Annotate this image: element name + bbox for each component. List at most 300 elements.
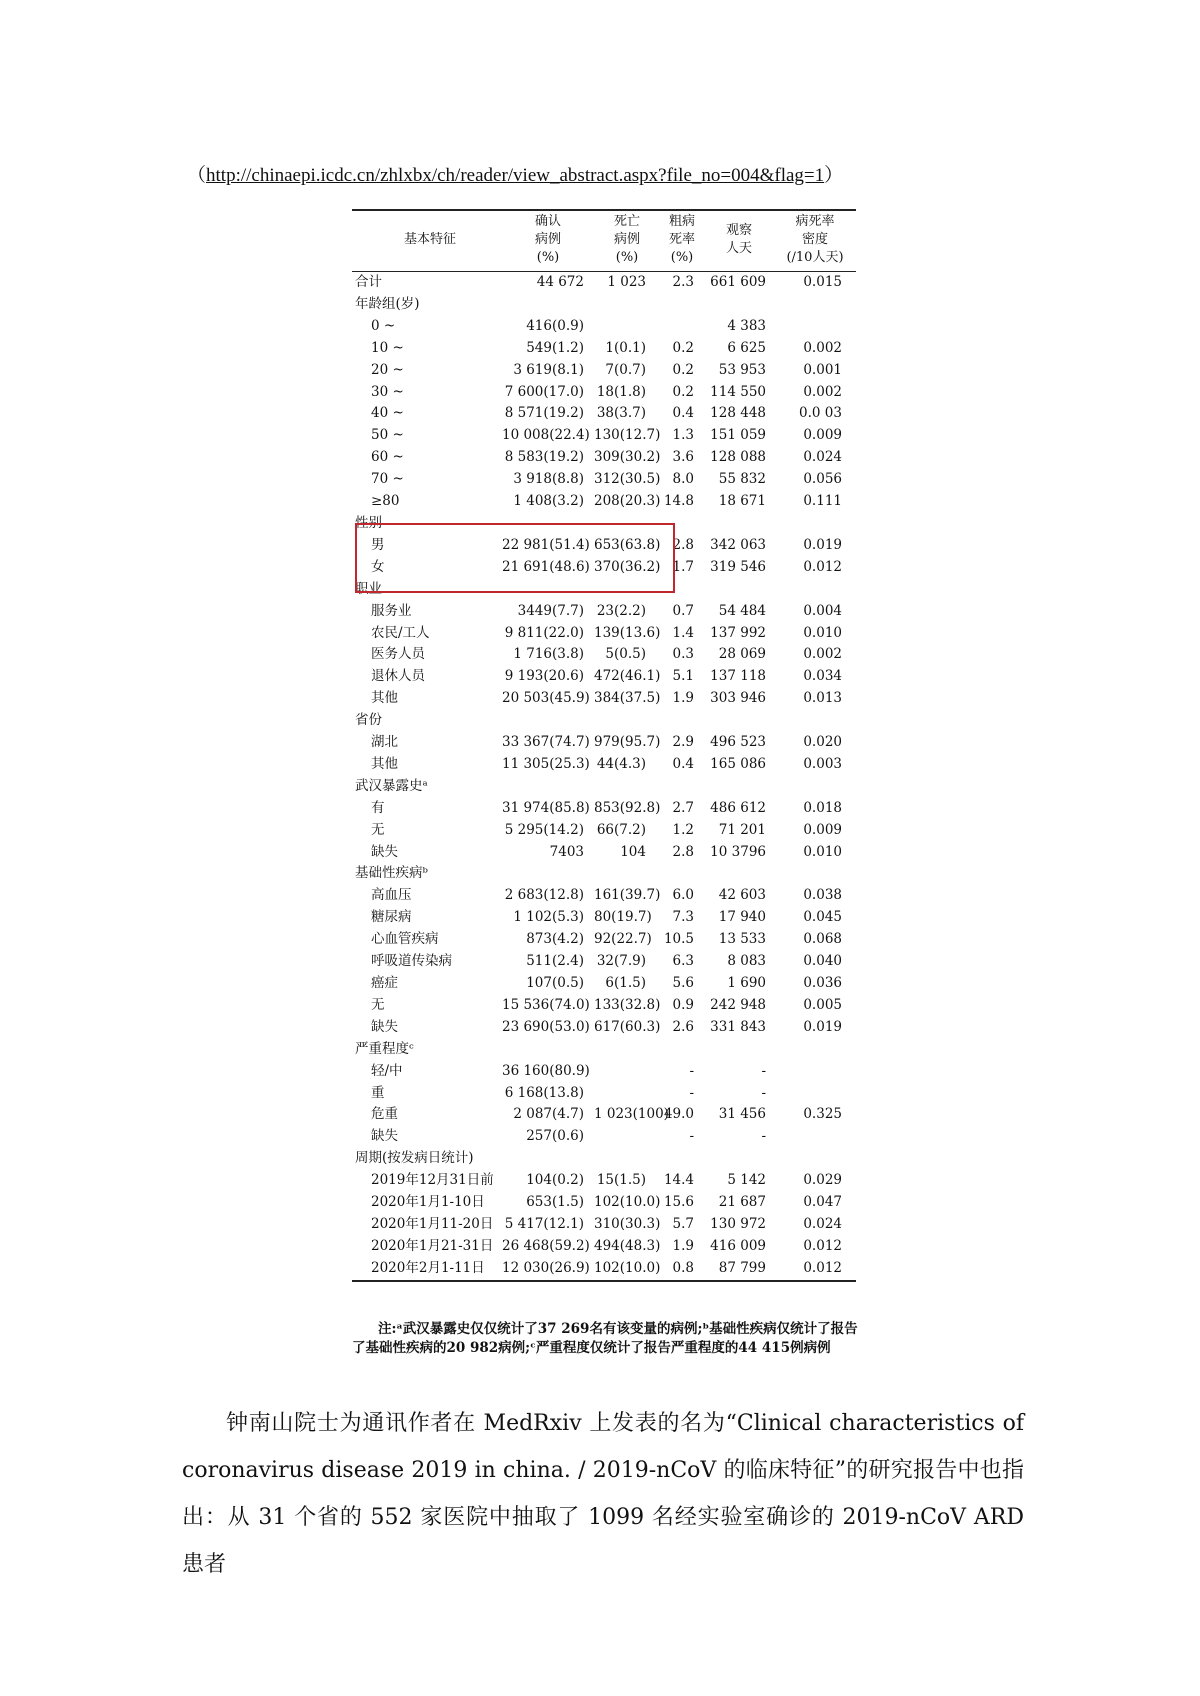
table-row (352, 1017, 856, 1039)
cell-density: 0.012 (803, 1237, 842, 1254)
cell-density (774, 1061, 856, 1083)
cell-confirmed: 7 600(17.0) (504, 383, 584, 400)
statistics-table (352, 209, 856, 1282)
cell-density: 0.009 (803, 427, 842, 444)
row-label: 危重 (371, 1106, 398, 1123)
row-label: 退休人员 (371, 668, 425, 685)
cell-deaths (594, 294, 660, 316)
cell-days (704, 1148, 774, 1170)
header-density: 病死率 密度 (/10人天) (774, 210, 856, 272)
table-row (352, 601, 856, 623)
cell-confirmed (502, 294, 594, 316)
cell-crude: - (689, 1084, 694, 1101)
cell-density (774, 579, 856, 601)
cell-confirmed: 36 160(80.9) (502, 1062, 590, 1079)
cell-deaths: 92(22.7) (594, 931, 652, 948)
row-label: 缺失 (371, 1018, 398, 1035)
cell-deaths: 384(37.5) (594, 690, 661, 707)
table-row (352, 688, 856, 710)
cell-days: 130 972 (710, 1215, 766, 1232)
cell-crude: 2.3 (672, 274, 694, 290)
cell-confirmed: 26 468(59.2) (502, 1237, 590, 1254)
cell-density: 0.056 (803, 471, 842, 488)
cell-days (704, 579, 774, 601)
table-row (352, 951, 856, 973)
cell-days: 342 063 (710, 536, 766, 553)
cell-confirmed: 3449(7.7) (517, 602, 584, 619)
cell-days: - (761, 1084, 766, 1101)
cell-crude: 0.7 (672, 602, 694, 619)
cell-crude: 8.0 (672, 471, 694, 488)
cell-confirmed (502, 710, 594, 732)
cell-days: 416 009 (710, 1237, 766, 1254)
cell-confirmed: 257(0.6) (526, 1128, 584, 1145)
table-row (352, 995, 856, 1017)
cell-density (774, 710, 856, 732)
row-label: 0 ~ (371, 317, 396, 334)
cell-confirmed: 20 503(45.9) (502, 690, 590, 707)
cell-density: 0.003 (803, 755, 842, 772)
cell-crude (660, 294, 704, 316)
cell-days: 331 843 (710, 1018, 766, 1035)
cell-density: 0.001 (803, 361, 842, 378)
row-label: 30 ~ (371, 383, 404, 400)
cell-crude: - (689, 1128, 694, 1145)
cell-days: 13 533 (718, 931, 766, 948)
cell-confirmed: 1 408(3.2) (513, 493, 584, 510)
cell-deaths (594, 1126, 660, 1148)
cell-density: 0.036 (803, 975, 842, 991)
cell-days: 114 550 (710, 383, 766, 400)
cell-density: 0.0 03 (799, 405, 842, 422)
row-label: 其他 (371, 690, 398, 707)
cell-days: 31 456 (718, 1106, 766, 1123)
cell-density: 0.018 (803, 799, 842, 816)
cell-days (704, 710, 774, 732)
cell-deaths: 312(30.5) (594, 471, 661, 488)
cell-days: 55 832 (718, 471, 766, 488)
cell-crude: 0.2 (672, 361, 694, 378)
cell-density: 0.111 (803, 493, 842, 510)
cell-density (774, 1126, 856, 1148)
cell-crude: 5.1 (672, 668, 694, 685)
cell-deaths: 370(36.2) (594, 558, 661, 575)
cell-days: 5 142 (727, 1172, 766, 1189)
cell-days: 319 546 (710, 558, 766, 575)
row-label: 2020年2月1-11日 (352, 1258, 502, 1281)
header-observed-days: 观察 人天 (704, 210, 774, 272)
cell-density: 0.068 (803, 931, 842, 948)
table-row (352, 732, 856, 754)
cell-crude (660, 710, 704, 732)
cell-deaths (594, 1039, 660, 1061)
cell-crude: 1.3 (672, 427, 694, 444)
cell-deaths (594, 1148, 660, 1170)
cell-days: 151 059 (710, 427, 766, 444)
table-group-row (352, 294, 856, 316)
table-header-row (352, 210, 856, 272)
cell-deaths: 5(0.5) (605, 646, 646, 663)
cell-crude: 3.6 (672, 449, 694, 466)
table-row (352, 382, 856, 404)
cell-crude (660, 1148, 704, 1170)
cell-deaths (594, 1061, 660, 1083)
table-row (352, 403, 856, 425)
row-label: 20 ~ (371, 361, 404, 378)
cell-deaths: 494(48.3) (594, 1237, 661, 1254)
row-label: 10 ~ (371, 339, 404, 356)
cell-deaths: 66(7.2) (596, 821, 646, 838)
cell-crude: 7.3 (672, 909, 694, 926)
cell-deaths: 130(12.7) (594, 427, 661, 444)
row-label: 缺失 (371, 1128, 398, 1145)
cell-days (704, 863, 774, 885)
cell-confirmed: 3 619(8.1) (513, 361, 584, 378)
table-total-row (352, 272, 856, 294)
cell-density (774, 863, 856, 885)
source-url-link[interactable]: http://chinaepi.icdc.cn/zhlxbx/ch/reader/view_abstract.aspx?file_no=004&flag=1 (206, 165, 825, 186)
row-label: 2020年1月1-10日 (371, 1194, 485, 1211)
header-crude-rate: 粗病 死率 (%) (660, 210, 704, 272)
cell-density (774, 513, 856, 535)
cell-deaths: 1 023(100) (594, 1106, 669, 1123)
cell-density: 0.010 (803, 843, 842, 860)
row-label: 重 (371, 1084, 385, 1101)
cell-density: 0.013 (803, 690, 842, 707)
cell-confirmed: 1 716(3.8) (513, 646, 584, 663)
table-row (352, 425, 856, 447)
table-row (352, 754, 856, 776)
source-url-line (187, 160, 843, 187)
row-label: 轻/中 (371, 1062, 403, 1079)
cell-deaths: 1 023 (607, 274, 646, 290)
cell-density (774, 1083, 856, 1105)
cell-confirmed: 12 030(26.9) (502, 1258, 594, 1281)
cell-confirmed: 511(2.4) (526, 953, 584, 970)
row-label: 其他 (371, 755, 398, 772)
cell-deaths: 617(60.3) (594, 1018, 661, 1035)
cell-crude: 1.2 (672, 821, 694, 838)
table-row (352, 491, 856, 513)
cell-deaths: 38(3.7) (596, 405, 646, 422)
cell-days: 128 448 (710, 405, 766, 422)
open-paren: （ (187, 165, 207, 186)
cell-confirmed: 873(4.2) (526, 931, 584, 948)
cell-crude: 0.8 (660, 1258, 704, 1281)
row-label: 60 ~ (371, 449, 404, 466)
cell-crude: 2.7 (672, 799, 694, 816)
cell-density: 0.029 (803, 1172, 842, 1189)
table-row (352, 885, 856, 907)
cell-deaths (594, 710, 660, 732)
cell-crude: 49.0 (663, 1106, 694, 1123)
cell-deaths: 18(1.8) (596, 383, 646, 400)
cell-deaths: 6(1.5) (605, 975, 646, 991)
cell-deaths: 309(30.2) (594, 449, 661, 466)
row-label: 2019年12月31日前 (371, 1172, 494, 1189)
cell-density: 0.019 (803, 536, 842, 553)
cell-crude: 1.4 (672, 624, 694, 641)
cell-confirmed (502, 776, 594, 798)
cell-density: 0.047 (803, 1194, 842, 1211)
cell-crude: 14.4 (663, 1172, 694, 1189)
cell-deaths: 102(10.0) (594, 1258, 660, 1281)
table-row (352, 1258, 856, 1281)
table-group-row (352, 1039, 856, 1061)
cell-deaths: 104 (620, 843, 646, 860)
cell-confirmed (502, 1148, 594, 1170)
row-label: 女 (371, 558, 385, 575)
table-row (352, 469, 856, 491)
row-label: 性别 (355, 514, 382, 531)
row-label: 高血压 (371, 887, 412, 904)
cell-crude: 0.2 (672, 383, 694, 400)
cell-deaths: 7(0.7) (605, 361, 646, 378)
cell-days: 8 083 (727, 953, 766, 970)
cell-crude: 0.3 (672, 646, 694, 663)
cell-density: 0.009 (803, 821, 842, 838)
row-label: 70 ~ (371, 471, 404, 488)
cell-crude: 6.0 (672, 887, 694, 904)
table-row (352, 1214, 856, 1236)
cell-density: 0.012 (774, 1258, 856, 1281)
cell-confirmed: 549(1.2) (526, 339, 584, 356)
row-label: 周期(按发病日统计) (355, 1150, 474, 1167)
cell-confirmed: 107(0.5) (526, 975, 584, 991)
cell-deaths: 853(92.8) (594, 799, 661, 816)
cell-confirmed: 9 193(20.6) (504, 668, 584, 685)
row-label: 无 (371, 821, 385, 838)
cell-confirmed: 5 417(12.1) (504, 1215, 584, 1232)
cell-density: 0.045 (803, 909, 842, 926)
row-label: 男 (371, 536, 385, 553)
row-label: 癌症 (371, 975, 398, 991)
cell-crude: 5.6 (672, 975, 694, 991)
cell-crude (660, 1039, 704, 1061)
table-footnote (352, 1320, 862, 1358)
cell-deaths: 472(46.1) (594, 668, 661, 685)
cell-confirmed: 6 168(13.8) (504, 1084, 584, 1101)
table-row (352, 623, 856, 645)
cell-crude: 2.6 (672, 1018, 694, 1035)
header-feature: 基本特征 (352, 210, 502, 272)
cell-confirmed: 5 295(14.2) (504, 821, 584, 838)
cell-deaths (594, 316, 660, 338)
cell-crude: 14.8 (663, 493, 694, 510)
cell-days: 303 946 (710, 690, 766, 707)
cell-days: 165 086 (710, 755, 766, 772)
cell-crude: 0.4 (672, 405, 694, 422)
cell-confirmed: 104(0.2) (526, 1172, 584, 1189)
cell-days (704, 294, 774, 316)
cell-density: 0.024 (803, 1215, 842, 1232)
cell-days: 128 088 (710, 449, 766, 466)
table-row (352, 907, 856, 929)
cell-crude: 1.9 (672, 1237, 694, 1254)
cell-confirmed: 31 974(85.8) (502, 799, 590, 816)
row-label: 50 ~ (371, 427, 404, 444)
cell-deaths: 161(39.7) (594, 887, 661, 904)
cell-crude (660, 776, 704, 798)
cell-density (774, 1039, 856, 1061)
cell-density (774, 1148, 856, 1170)
cell-confirmed: 2 683(12.8) (504, 887, 584, 904)
cell-deaths: 208(20.3) (594, 493, 661, 510)
cell-deaths: 310(30.3) (594, 1215, 661, 1232)
cell-confirmed: 9 811(22.0) (504, 624, 584, 641)
body-text (182, 1400, 1024, 1588)
cell-days: 137 118 (710, 668, 766, 685)
row-label: 省份 (355, 712, 382, 729)
row-label: 无 (371, 996, 385, 1013)
cell-days: 71 201 (718, 821, 766, 838)
cell-deaths: 653(63.8) (594, 536, 661, 553)
cell-deaths: 133(32.8) (594, 996, 661, 1013)
cell-crude: 10.5 (663, 931, 694, 948)
row-label: 医务人员 (371, 646, 425, 663)
cell-confirmed: 416(0.9) (526, 317, 584, 334)
table-group-row (352, 710, 856, 732)
cell-deaths (594, 863, 660, 885)
cell-crude: 0.4 (672, 755, 694, 772)
cell-density: 0.034 (803, 668, 842, 685)
cell-density: 0.019 (803, 1018, 842, 1035)
table-row (352, 973, 856, 995)
cell-crude: 2.8 (672, 536, 694, 553)
cell-confirmed: 2 087(4.7) (513, 1106, 584, 1123)
row-label: 年龄组(岁) (355, 295, 420, 312)
statistics-table-figure (352, 209, 856, 1379)
cell-confirmed: 33 367(74.7) (502, 734, 590, 751)
row-label: 严重程度ᶜ (355, 1040, 414, 1057)
cell-density: 0.005 (803, 996, 842, 1013)
cell-days: 137 992 (710, 624, 766, 641)
cell-confirmed: 10 008(22.4) (502, 427, 590, 444)
cell-deaths: 1(0.1) (605, 339, 646, 356)
cell-density: 0.038 (803, 887, 842, 904)
cell-deaths: 139(13.6) (594, 624, 661, 641)
close-paren: ） (824, 165, 844, 186)
row-label: 心血管疾病 (371, 931, 439, 948)
table-row (352, 1126, 856, 1148)
cell-days (704, 776, 774, 798)
table-row (352, 1170, 856, 1192)
cell-days: - (761, 1128, 766, 1145)
cell-confirmed: 7403 (549, 843, 584, 860)
table-row (352, 1192, 856, 1214)
cell-density: 0.015 (803, 274, 842, 290)
cell-crude (660, 316, 704, 338)
cell-density: 0.024 (803, 449, 842, 466)
cell-deaths: 102(10.0) (594, 1194, 661, 1211)
cell-crude: - (689, 1062, 694, 1079)
cell-deaths: 80(19.7) (594, 909, 652, 926)
cell-deaths (594, 1083, 660, 1105)
row-label: 武汉暴露史ᵃ (355, 777, 428, 794)
row-label: 基础性疾病ᵇ (355, 865, 428, 882)
cell-density: 0.325 (803, 1106, 842, 1123)
cell-confirmed: 11 305(25.3) (502, 755, 590, 772)
cell-deaths: 15(1.5) (596, 1172, 646, 1189)
cell-density: 0.004 (803, 602, 842, 619)
cell-density: 0.020 (803, 734, 842, 751)
table-row (352, 798, 856, 820)
cell-density: 0.002 (803, 383, 842, 400)
cell-days: 17 940 (718, 909, 766, 926)
row-label: 呼吸道传染病 (371, 953, 452, 970)
cell-density: 0.040 (803, 953, 842, 970)
row-label: ≥80 (371, 493, 400, 510)
cell-density: 0.002 (803, 339, 842, 356)
table-group-row (352, 863, 856, 885)
cell-days: 53 953 (718, 361, 766, 378)
cell-days: 242 948 (710, 996, 766, 1013)
row-label: 糖尿病 (371, 909, 412, 926)
cell-confirmed: 21 691(48.6) (502, 558, 590, 575)
row-label: 合计 (355, 274, 382, 290)
row-label: 湖北 (371, 734, 398, 751)
table-row (352, 338, 856, 360)
table-group-row (352, 776, 856, 798)
cell-confirmed: 3 918(8.8) (513, 471, 584, 488)
cell-confirmed (502, 1039, 594, 1061)
cell-deaths: 44(4.3) (596, 755, 646, 772)
cell-days: 6 625 (727, 339, 766, 356)
cell-crude: 2.8 (672, 843, 694, 860)
table-row (352, 447, 856, 469)
cell-days: - (761, 1062, 766, 1079)
cell-density (774, 316, 856, 338)
table-row (352, 1061, 856, 1083)
cell-days (704, 513, 774, 535)
cell-days: 496 523 (710, 734, 766, 751)
cell-confirmed: 653(1.5) (526, 1194, 584, 1211)
table-row (352, 820, 856, 842)
cell-density: 0.002 (803, 646, 842, 663)
row-label: 农民/工人 (371, 624, 430, 641)
table-row (352, 929, 856, 951)
table-row (352, 316, 856, 338)
cell-crude: 1.9 (672, 690, 694, 707)
cell-crude: 5.7 (672, 1215, 694, 1232)
cell-days: 1 690 (727, 975, 766, 991)
table-row (352, 666, 856, 688)
table-row (352, 360, 856, 382)
cell-density: 0.012 (803, 558, 842, 575)
cell-days: 486 612 (710, 799, 766, 816)
row-label: 服务业 (371, 602, 412, 619)
cell-days: 28 069 (718, 646, 766, 663)
table-row (352, 644, 856, 666)
cell-crude: 15.6 (663, 1194, 694, 1211)
cell-confirmed: 8 583(19.2) (504, 449, 584, 466)
cell-days: 21 687 (718, 1194, 766, 1211)
cell-days: 4 383 (727, 317, 766, 334)
cell-deaths: 979(95.7) (594, 734, 661, 751)
cell-confirmed: 23 690(53.0) (502, 1018, 590, 1035)
cell-crude: 0.9 (672, 996, 694, 1013)
cell-days: 42 603 (718, 887, 766, 904)
cell-density: 0.010 (803, 624, 842, 641)
header-deaths: 死亡 病例 (%) (594, 210, 660, 272)
table-row (352, 1083, 856, 1105)
table-row (352, 1236, 856, 1258)
cell-crude: 1.7 (672, 558, 694, 575)
row-label: 职业 (355, 580, 382, 597)
table-footnote-text: 注:ᵃ武汉暴露史仅仅统计了37 269名有该变量的病例;ᵇ基础性疾病仅统计了报告了基础性疾病的20 982病例;ᶜ严重程度仅统计了报告严重程度的44 415例病例 (352, 1321, 858, 1356)
cell-density (774, 776, 856, 798)
cell-crude: 6.3 (672, 953, 694, 970)
